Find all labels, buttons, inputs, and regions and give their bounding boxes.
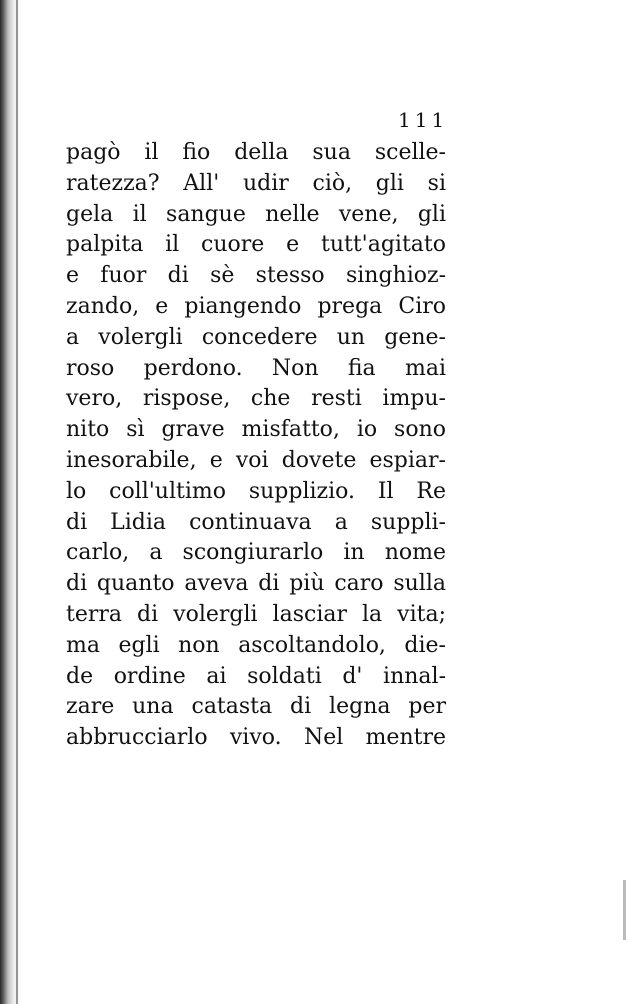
text-line: roso perdono. Non fia mai: [66, 355, 446, 381]
text-line: ma egli non ascoltandolo, die-: [66, 632, 446, 658]
text-line: gela il sangue nelle vene, gli: [66, 201, 446, 227]
text-line: ratezza? All' udir ciò, gli si: [66, 170, 446, 196]
text-line: e fuor di sè stesso singhioz-: [66, 263, 446, 289]
page-edge-mark: [623, 880, 626, 940]
text-line: nito sì grave misfatto, io sono: [66, 417, 446, 443]
text-line: di quanto aveva di più caro sulla: [66, 571, 446, 597]
text-line: de ordine ai soldati d' innal-: [66, 663, 446, 689]
text-line: di Lidia continuava a suppli-: [66, 509, 446, 535]
text-line: zando, e piangendo prega Ciro: [66, 293, 446, 319]
page-number: 111: [398, 108, 449, 132]
text-line: abbrucciarlo vivo. Nel mentre: [66, 725, 446, 751]
text-line: lo coll'ultimo supplizio. Il Re: [66, 478, 446, 504]
text-line: a volergli concedere un gene-: [66, 324, 446, 350]
text-line: terra di volergli lasciar la vita;: [66, 601, 446, 627]
text-line: pagò il fio della sua scelle-: [66, 140, 446, 165]
binding-edge-line: [16, 0, 18, 1004]
text-line: vero, rispose, che resti impu-: [66, 386, 446, 412]
text-line: inesorabile, e voi dovete espiar-: [66, 447, 446, 473]
binding-gutter-shadow: [0, 0, 22, 1004]
body-text: [66, 138, 446, 754]
text-line: carlo, a scongiurarlo in nome: [66, 540, 446, 566]
text-line: zare una catasta di legna per: [66, 694, 446, 720]
text-line: palpita il cuore e tutt'agitato: [66, 232, 446, 258]
